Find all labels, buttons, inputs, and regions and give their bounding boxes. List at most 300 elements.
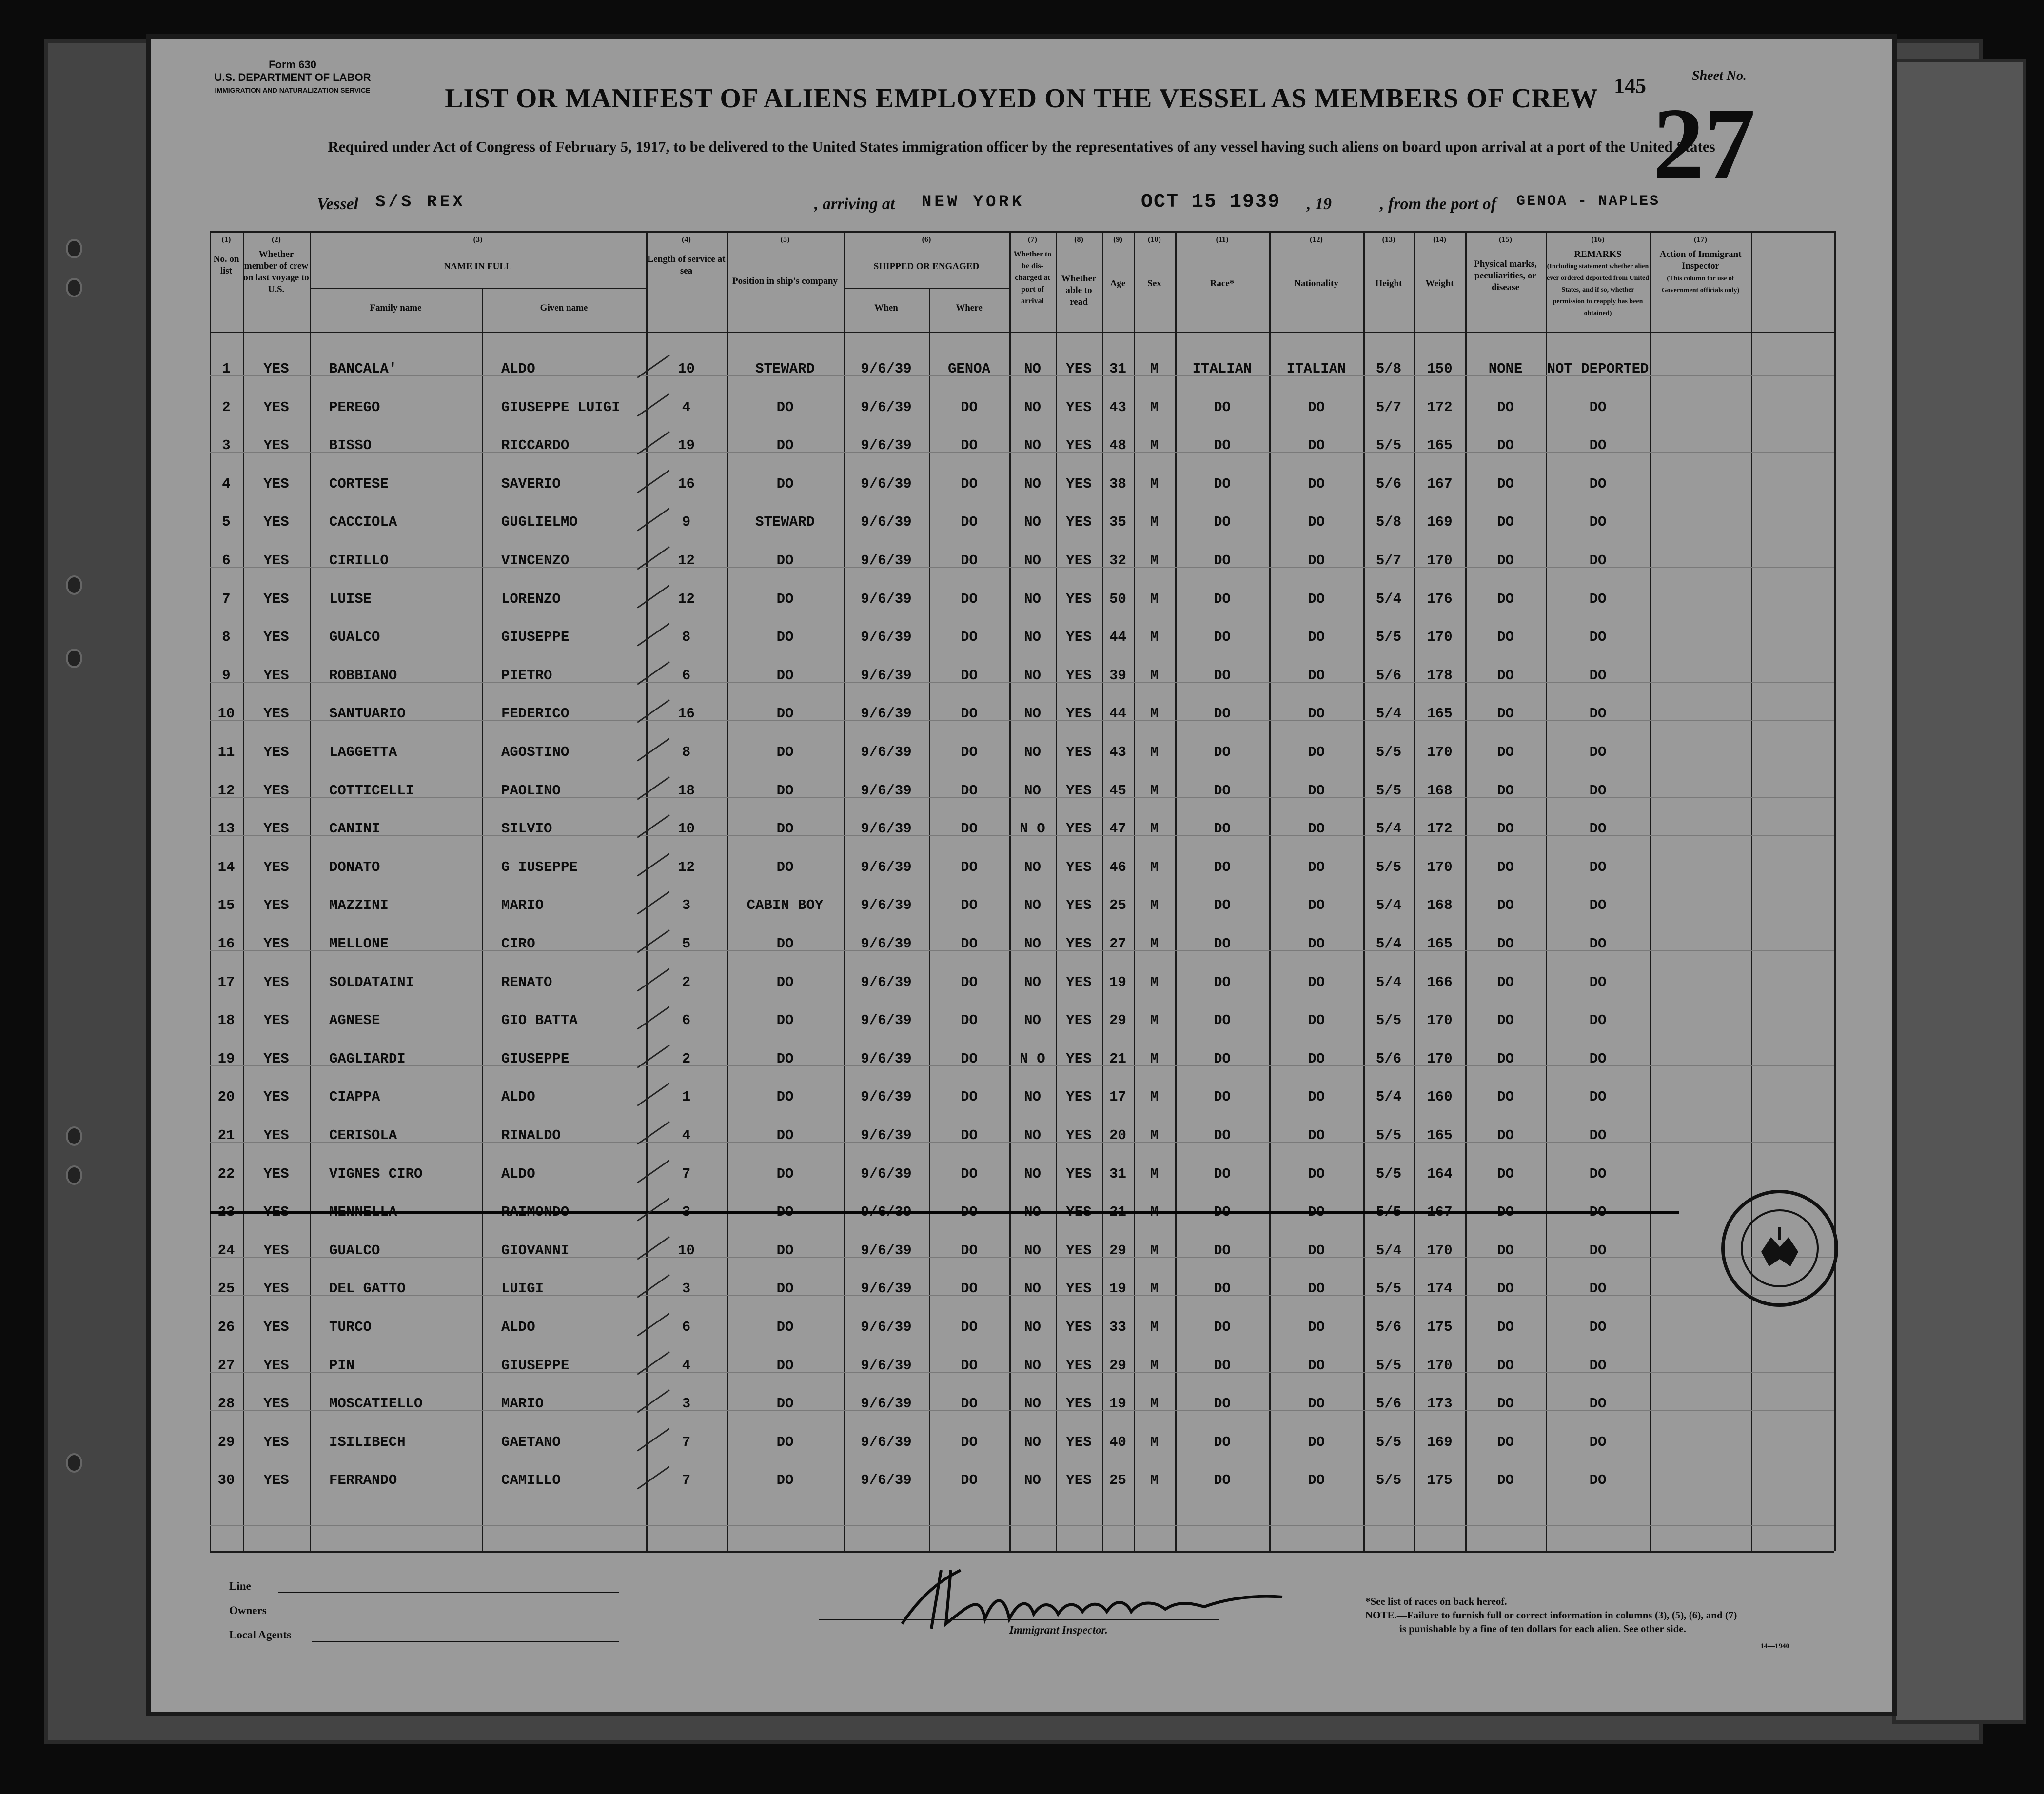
height: 5/5	[1376, 1281, 1402, 1297]
age: 31	[1109, 1165, 1126, 1182]
remarks: DO	[1589, 859, 1607, 875]
shipped-when: 9/6/39	[861, 552, 912, 569]
family-name: VIGNES CIRO	[329, 1165, 423, 1182]
table-row	[151, 1156, 1892, 1192]
service-length: 4	[682, 1357, 691, 1374]
race: DO	[1214, 744, 1231, 760]
weight: 169	[1427, 514, 1453, 531]
vessel-label: Vessel	[317, 195, 358, 213]
remarks: DO	[1589, 1165, 1607, 1182]
service-length: 10	[678, 821, 695, 837]
member-value: YES	[263, 1434, 289, 1450]
physical-marks: DO	[1497, 1357, 1514, 1374]
height: 5/4	[1376, 897, 1402, 914]
discharged-value: NO	[1024, 399, 1041, 415]
table-row	[151, 1271, 1892, 1307]
table-row	[151, 466, 1892, 502]
table-row	[151, 887, 1892, 924]
row-number: 9	[222, 667, 231, 684]
given-name: MARIO	[501, 1396, 544, 1412]
document-title: LIST OR MANIFEST OF ALIENS EMPLOYED ON THE VESSEL AS MEMBERS OF CREW	[445, 83, 1598, 114]
service-length: 2	[682, 974, 691, 990]
shipped-when: 9/6/39	[861, 1127, 912, 1143]
row-number: 14	[217, 859, 235, 875]
column-number: (3)	[473, 236, 483, 244]
physical-marks: DO	[1497, 1242, 1514, 1259]
header-able-to-read: Whether able to read	[1061, 274, 1097, 307]
race: DO	[1214, 706, 1231, 722]
shipped-when: 9/6/39	[861, 706, 912, 722]
table-row	[151, 581, 1892, 617]
read-value: YES	[1066, 821, 1092, 837]
position: DO	[776, 591, 794, 607]
row-number: 29	[217, 1434, 235, 1450]
remarks: DO	[1589, 1089, 1607, 1105]
shipped-where: DO	[961, 629, 978, 646]
table-row	[151, 1348, 1892, 1384]
member-value: YES	[263, 1281, 289, 1297]
remarks: DO	[1589, 897, 1607, 914]
header-where: Where	[956, 303, 983, 313]
shipped-when: 9/6/39	[861, 782, 912, 799]
read-value: YES	[1066, 782, 1092, 799]
race: DO	[1214, 399, 1231, 415]
race: DO	[1214, 1127, 1231, 1143]
given-name: SAVERIO	[501, 475, 561, 492]
member-value: YES	[263, 821, 289, 837]
weight: 170	[1427, 629, 1453, 646]
shipped-when: 9/6/39	[861, 437, 912, 454]
binder-hole	[66, 575, 82, 595]
sex: M	[1150, 974, 1159, 990]
table-row	[151, 619, 1892, 655]
member-value: YES	[263, 706, 289, 722]
position: CABIN BOY	[747, 897, 824, 914]
weight: 170	[1427, 552, 1453, 569]
shipped-where: DO	[961, 667, 978, 684]
column-number: (8)	[1074, 236, 1083, 244]
position: DO	[776, 859, 794, 875]
sex: M	[1150, 1472, 1159, 1489]
member-value: YES	[263, 1165, 289, 1182]
weight: 165	[1427, 437, 1453, 454]
column-number: (14)	[1433, 236, 1446, 244]
family-name: FERRANDO	[329, 1472, 397, 1489]
physical-marks: DO	[1497, 1127, 1514, 1143]
shipped-where: DO	[961, 897, 978, 914]
given-name: ALDO	[501, 1319, 535, 1335]
column-number: (9)	[1113, 236, 1122, 244]
weight: 170	[1427, 744, 1453, 760]
service-length: 9	[682, 514, 691, 531]
table-row	[151, 1309, 1892, 1345]
binder-hole	[66, 239, 82, 258]
family-name: MELLONE	[329, 936, 389, 952]
member-value: YES	[263, 782, 289, 799]
sex: M	[1150, 1165, 1159, 1182]
height: 5/5	[1376, 1357, 1402, 1374]
age: 44	[1109, 629, 1126, 646]
family-name: MOSCATIELLO	[329, 1396, 423, 1412]
remarks: DO	[1589, 1357, 1607, 1374]
weight: 170	[1427, 1242, 1453, 1259]
header-action-note: (This column for use of Government officials only)	[1661, 275, 1740, 294]
read-value: YES	[1066, 744, 1092, 760]
shipped-where: DO	[961, 1319, 978, 1335]
race: DO	[1214, 782, 1231, 799]
nationality: DO	[1308, 1396, 1325, 1412]
column-number: (13)	[1382, 236, 1395, 244]
family-name: CORTESE	[329, 475, 389, 492]
table-row	[151, 658, 1892, 694]
height: 5/4	[1376, 706, 1402, 722]
weight: 176	[1427, 591, 1453, 607]
discharged-value: NO	[1024, 1089, 1041, 1105]
age: 50	[1109, 591, 1126, 607]
position: DO	[776, 1396, 794, 1412]
position: DO	[776, 1319, 794, 1335]
age: 44	[1109, 706, 1126, 722]
age: 19	[1109, 974, 1126, 990]
family-name: AGNESE	[329, 1012, 380, 1029]
table-row	[151, 1041, 1892, 1077]
binder-hole	[66, 1126, 82, 1146]
table-row	[151, 965, 1892, 1001]
weight: 168	[1427, 782, 1453, 799]
given-name: VINCENZO	[501, 552, 570, 569]
height: 5/4	[1376, 1242, 1402, 1259]
vessel-name: S/S REX	[375, 193, 466, 212]
shipped-when: 9/6/39	[861, 1089, 912, 1105]
column-number: (7)	[1028, 236, 1037, 244]
service-length: 7	[682, 1472, 691, 1489]
shipped-where: DO	[961, 399, 978, 415]
discharged-value: NO	[1024, 629, 1041, 646]
weight: 165	[1427, 706, 1453, 722]
given-name: GUGLIELMO	[501, 514, 578, 531]
row-number: 12	[217, 782, 235, 799]
sex: M	[1150, 821, 1159, 837]
read-value: YES	[1066, 706, 1092, 722]
position: DO	[776, 1165, 794, 1182]
physical-marks: DO	[1497, 1089, 1514, 1105]
family-name: TURCO	[329, 1319, 372, 1335]
remarks: DO	[1589, 974, 1607, 990]
position: DO	[776, 1012, 794, 1029]
header-no-on-list: No. on list	[213, 254, 239, 276]
physical-marks: DO	[1497, 1472, 1514, 1489]
year-label: , 19	[1307, 195, 1332, 213]
weight: 169	[1427, 1434, 1453, 1450]
shipped-when: 9/6/39	[861, 936, 912, 952]
nationality: DO	[1308, 475, 1325, 492]
height: 5/5	[1376, 859, 1402, 875]
nationality: DO	[1308, 514, 1325, 531]
shipped-when: 9/6/39	[861, 1319, 912, 1335]
remarks: DO	[1589, 782, 1607, 799]
weight: 165	[1427, 936, 1453, 952]
shipped-when: 9/6/39	[861, 821, 912, 837]
service-length: 3	[682, 1281, 691, 1297]
race: DO	[1214, 1242, 1231, 1259]
read-value: YES	[1066, 552, 1092, 569]
nationality: DO	[1308, 1089, 1325, 1105]
physical-marks: DO	[1497, 936, 1514, 952]
member-value: YES	[263, 936, 289, 952]
read-value: YES	[1066, 475, 1092, 492]
service-length: 16	[678, 706, 695, 722]
service-length: 4	[682, 1127, 691, 1143]
position: DO	[776, 1242, 794, 1259]
age: 29	[1109, 1242, 1126, 1259]
physical-marks: DO	[1497, 974, 1514, 990]
height: 5/7	[1376, 399, 1402, 415]
age: 19	[1109, 1281, 1126, 1297]
penalty-note-1: NOTE.—Failure to furnish full or correct information in columns (3), (5), (6), and (7)	[1365, 1609, 1737, 1621]
owners-label: Owners	[229, 1604, 267, 1617]
header-race: Race*	[1210, 278, 1235, 289]
family-name: SOLDATAINI	[329, 974, 414, 990]
member-value: YES	[263, 1472, 289, 1489]
shipped-where: DO	[961, 1242, 978, 1259]
shipped-where: DO	[961, 1165, 978, 1182]
document-subtitle: Required under Act of Congress of February 5, 1917, to be delivered to the United States immigration officer by the representatives of any vessel having such aliens on board upon arrival at a port of the United States	[328, 138, 1715, 155]
given-name: PIETRO	[501, 667, 552, 684]
read-value: YES	[1066, 1242, 1092, 1259]
height: 5/5	[1376, 1434, 1402, 1450]
table-row	[151, 926, 1892, 962]
row-number: 7	[222, 591, 231, 607]
column-number: (10)	[1148, 236, 1161, 244]
age: 25	[1109, 1472, 1126, 1489]
physical-marks: DO	[1497, 821, 1514, 837]
discharged-value: NO	[1024, 361, 1041, 377]
family-name: COTTICELLI	[329, 782, 414, 799]
service-length: 5	[682, 936, 691, 952]
table-row	[151, 1233, 1892, 1269]
shipped-where: DO	[961, 1357, 978, 1374]
age: 19	[1109, 1396, 1126, 1412]
weight: 167	[1427, 475, 1453, 492]
table-row	[151, 1003, 1892, 1039]
member-value: YES	[263, 974, 289, 990]
column-number: (11)	[1216, 236, 1229, 244]
position: DO	[776, 475, 794, 492]
sex: M	[1150, 859, 1159, 875]
row-number: 15	[217, 897, 235, 914]
nationality: DO	[1308, 1012, 1325, 1029]
shipped-when: 9/6/39	[861, 974, 912, 990]
discharged-value: N O	[1020, 821, 1045, 837]
family-name: CIAPPA	[329, 1089, 380, 1105]
table-top-border	[210, 231, 1834, 233]
row-number: 24	[217, 1242, 235, 1259]
read-value: YES	[1066, 1472, 1092, 1489]
shipped-when: 9/6/39	[861, 1396, 912, 1412]
member-value: YES	[263, 591, 289, 607]
given-name: CAMILLO	[501, 1472, 561, 1489]
sex: M	[1150, 1012, 1159, 1029]
member-value: YES	[263, 1357, 289, 1374]
sex: M	[1150, 514, 1159, 531]
service-length: 12	[678, 591, 695, 607]
binder-hole	[66, 1453, 82, 1473]
background-page	[1892, 59, 2026, 1724]
shipped-when: 9/6/39	[861, 667, 912, 684]
shipped-where: DO	[961, 437, 978, 454]
shipped-when: 9/6/39	[861, 859, 912, 875]
position: DO	[776, 667, 794, 684]
position: DO	[776, 974, 794, 990]
family-name: LAGGETTA	[329, 744, 397, 760]
service-length: 12	[678, 859, 695, 875]
discharged-value: NO	[1024, 1434, 1041, 1450]
shipped-where: DO	[961, 1127, 978, 1143]
remarks: NOT DEPORTED	[1547, 361, 1649, 377]
remarks: DO	[1589, 1472, 1607, 1489]
row-number: 30	[217, 1472, 235, 1489]
sex: M	[1150, 399, 1159, 415]
family-name: BISSO	[329, 437, 372, 454]
nationality: DO	[1308, 706, 1325, 722]
sex: M	[1150, 1396, 1159, 1412]
row-number: 18	[217, 1012, 235, 1029]
position: DO	[776, 821, 794, 837]
shipped-where: DO	[961, 936, 978, 952]
sex: M	[1150, 782, 1159, 799]
remarks: DO	[1589, 1242, 1607, 1259]
position: DO	[776, 1472, 794, 1489]
column-number: (6)	[922, 236, 931, 244]
column-number: (4)	[682, 236, 691, 244]
row-number: 19	[217, 1050, 235, 1067]
height: 5/4	[1376, 936, 1402, 952]
age: 38	[1109, 475, 1126, 492]
header-whether-member: Whether member of crew on last voyage to U.S.	[243, 249, 309, 295]
sex: M	[1150, 1242, 1159, 1259]
shipped-where: DO	[961, 1434, 978, 1450]
weight: 172	[1427, 399, 1453, 415]
binder-hole	[66, 278, 82, 297]
family-name: GAGLIARDI	[329, 1050, 406, 1067]
table-row	[151, 1424, 1892, 1460]
header-physical-marks: Physical marks, peculiarities, or disease	[1474, 259, 1537, 293]
shipped-where: DO	[961, 782, 978, 799]
sex: M	[1150, 1127, 1159, 1143]
given-name: GIUSEPPE	[501, 1050, 570, 1067]
read-value: YES	[1066, 1012, 1092, 1029]
sex: M	[1150, 897, 1159, 914]
row-number: 6	[222, 552, 231, 569]
position: DO	[776, 437, 794, 454]
race: DO	[1214, 591, 1231, 607]
table-row	[151, 773, 1892, 809]
header-weight: Weight	[1425, 278, 1454, 289]
service-length: 2	[682, 1050, 691, 1067]
column-number: (16)	[1591, 236, 1605, 244]
physical-marks: DO	[1497, 706, 1514, 722]
physical-marks: DO	[1497, 859, 1514, 875]
physical-marks: DO	[1497, 1396, 1514, 1412]
remarks: DO	[1589, 437, 1607, 454]
table-row	[151, 696, 1892, 732]
shipped-where: DO	[961, 1472, 978, 1489]
physical-marks: DO	[1497, 437, 1514, 454]
remarks: DO	[1589, 591, 1607, 607]
member-value: YES	[263, 859, 289, 875]
row-number: 16	[217, 936, 235, 952]
service-length: 8	[682, 629, 691, 646]
service-length: 7	[682, 1434, 691, 1450]
shipped-where: DO	[961, 974, 978, 990]
position: DO	[776, 1281, 794, 1297]
remarks: DO	[1589, 821, 1607, 837]
position: DO	[776, 706, 794, 722]
nationality: DO	[1308, 399, 1325, 415]
row-number: 27	[217, 1357, 235, 1374]
header-remarks: REMARKS	[1574, 249, 1622, 259]
remarks: DO	[1589, 1050, 1607, 1067]
member-value: YES	[263, 1396, 289, 1412]
physical-marks: DO	[1497, 1165, 1514, 1182]
given-name: RINALDO	[501, 1127, 561, 1143]
weight: 175	[1427, 1472, 1453, 1489]
race: DO	[1214, 1281, 1231, 1297]
nationality: DO	[1308, 629, 1325, 646]
member-value: YES	[263, 514, 289, 531]
table-row	[151, 849, 1892, 886]
nationality: DO	[1308, 1472, 1325, 1489]
remarks: DO	[1589, 1281, 1607, 1297]
member-value: YES	[263, 399, 289, 415]
service-length: 3	[682, 897, 691, 914]
sex: M	[1150, 437, 1159, 454]
given-name: G IUSEPPE	[501, 859, 578, 875]
member-value: YES	[263, 437, 289, 454]
physical-marks: DO	[1497, 399, 1514, 415]
sex: M	[1150, 1089, 1159, 1105]
column-number: (2)	[272, 236, 281, 244]
given-name: RENATO	[501, 974, 552, 990]
sex: M	[1150, 1434, 1159, 1450]
shipped-where: DO	[961, 1089, 978, 1105]
discharged-value: NO	[1024, 974, 1041, 990]
read-value: YES	[1066, 1050, 1092, 1067]
race: DO	[1214, 936, 1231, 952]
member-value: YES	[263, 361, 289, 377]
nationality: DO	[1308, 591, 1325, 607]
nationality: DO	[1308, 552, 1325, 569]
shipped-when: 9/6/39	[861, 897, 912, 914]
sex: M	[1150, 1050, 1159, 1067]
weight: 170	[1427, 1357, 1453, 1374]
weight: 168	[1427, 897, 1453, 914]
race: DO	[1214, 821, 1231, 837]
family-name: GUALCO	[329, 1242, 380, 1259]
remarks: DO	[1589, 1319, 1607, 1335]
service-length: 6	[682, 667, 691, 684]
member-value: YES	[263, 1319, 289, 1335]
table-row	[151, 1386, 1892, 1422]
shipped-when: 9/6/39	[861, 514, 912, 531]
agents-underline	[312, 1641, 619, 1642]
from-port: GENOA - NAPLES	[1516, 193, 1660, 210]
nationality: DO	[1308, 1434, 1325, 1450]
race: DO	[1214, 1050, 1231, 1067]
physical-marks: DO	[1497, 552, 1514, 569]
race: DO	[1214, 629, 1231, 646]
age: 21	[1109, 1050, 1126, 1067]
